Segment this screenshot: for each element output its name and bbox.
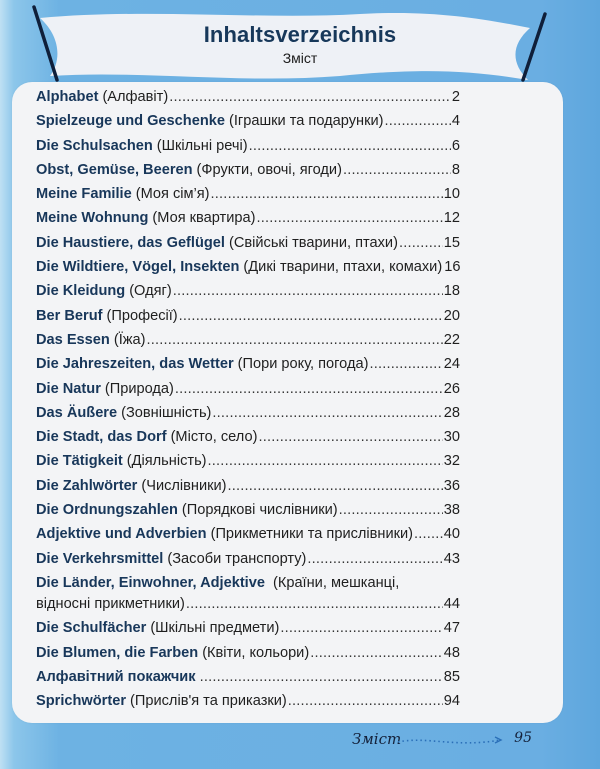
toc-entry[interactable] bbox=[36, 162, 460, 186]
entry-title-de: Meine Wohnung bbox=[36, 210, 149, 227]
entry-title-uk: (Професії) bbox=[106, 307, 178, 324]
page-number: 20 bbox=[443, 307, 460, 324]
entry-title-uk: (Дикі тварини, птахи, комахи) bbox=[243, 259, 443, 276]
entry-title-de: Adjektive und Adverbien bbox=[36, 526, 207, 543]
dot-leader bbox=[169, 89, 451, 105]
entry-title-uk: (Квіти, кольори) bbox=[202, 644, 310, 661]
toc-entry[interactable] bbox=[36, 645, 460, 669]
page-number: 47 bbox=[443, 620, 460, 637]
entry-title-de: Alphabet bbox=[36, 89, 99, 105]
dot-leader bbox=[257, 210, 443, 226]
dot-leader bbox=[228, 478, 443, 494]
entry-title-uk: (Прислів'я та приказки) bbox=[130, 693, 287, 710]
toc-entry[interactable] bbox=[36, 453, 460, 477]
entry-title-de: Die Kleidung bbox=[36, 283, 126, 300]
toc-entry[interactable] bbox=[36, 113, 460, 137]
table-of-contents bbox=[36, 89, 460, 717]
toc-entry[interactable] bbox=[36, 356, 460, 380]
dotted-arrow-icon bbox=[396, 734, 506, 748]
entry-title-uk: (Природа) bbox=[104, 380, 174, 397]
page-title: Inhaltsverzeichnis bbox=[203, 22, 397, 47]
dot-leader bbox=[288, 693, 443, 709]
section-label: Зміст bbox=[352, 730, 402, 748]
entry-title-de: Die Länder, Einwohner, Adjektive bbox=[36, 574, 265, 591]
entry-title-uk: (Їжа) bbox=[113, 331, 146, 348]
title-banner bbox=[0, 0, 600, 90]
entry-title-uk: (Країни, мешканці, bbox=[272, 574, 400, 591]
entry-title-de: Die Jahreszeiten, das Wetter bbox=[36, 356, 234, 373]
entry-title-uk: (Одяг) bbox=[129, 283, 172, 300]
entry-title-uk: (Моя сім’я) bbox=[135, 186, 210, 203]
entry-title-de: Die Stadt, das Dorf bbox=[36, 429, 167, 446]
page-number: 8 bbox=[451, 161, 460, 178]
page-number: 38 bbox=[443, 502, 460, 519]
dot-leader bbox=[310, 645, 443, 661]
dot-leader bbox=[175, 381, 443, 397]
toc-entry[interactable] bbox=[36, 429, 460, 453]
entry-title-uk: (Діяльність) bbox=[126, 453, 207, 470]
entry-title-de: Das Äußere bbox=[36, 404, 118, 421]
entry-title-uk: (Пори року, погода) bbox=[237, 356, 369, 373]
toc-entry[interactable] bbox=[36, 89, 460, 113]
page-number: 32 bbox=[443, 453, 460, 470]
toc-entry[interactable] bbox=[36, 575, 460, 596]
page-number: 18 bbox=[443, 283, 460, 300]
entry-title-uk: (Числівники) bbox=[141, 477, 227, 494]
toc-entry[interactable] bbox=[36, 235, 460, 259]
dot-leader bbox=[280, 620, 442, 636]
page-number: 40 bbox=[443, 526, 460, 543]
entry-title-uk: (Фрукти, овочі, ягоди) bbox=[196, 161, 342, 178]
entry-title-de: Meine Familie bbox=[36, 186, 132, 203]
page-number: 30 bbox=[443, 429, 460, 446]
page-number: 48 bbox=[443, 644, 460, 661]
entry-title-uk: (Іграшки та подарунки) bbox=[228, 113, 384, 130]
dot-leader bbox=[307, 551, 442, 567]
entry-title-de: Die Haustiere, das Geflügel bbox=[36, 234, 225, 251]
entry-title-uk-continued: відносні прикметники) bbox=[36, 595, 185, 612]
toc-entry[interactable] bbox=[36, 551, 460, 575]
toc-entry[interactable] bbox=[36, 283, 460, 307]
dot-leader bbox=[399, 235, 443, 251]
entry-title-de: Die Ordnungszahlen bbox=[36, 502, 178, 519]
page-number: 24 bbox=[443, 356, 460, 373]
dot-leader bbox=[173, 283, 443, 299]
toc-entry-continuation[interactable] bbox=[36, 596, 460, 620]
page-number: 44 bbox=[443, 595, 460, 612]
dot-leader bbox=[186, 596, 443, 612]
toc-entry[interactable] bbox=[36, 332, 460, 356]
entry-title-de: Die Blumen, die Farben bbox=[36, 644, 199, 661]
page-number: 43 bbox=[443, 550, 460, 567]
page-number: 28 bbox=[443, 404, 460, 421]
entry-title-de: Die Schulsachen bbox=[36, 137, 153, 154]
dot-leader bbox=[339, 502, 443, 518]
toc-entry[interactable] bbox=[36, 138, 460, 162]
dot-leader bbox=[208, 453, 443, 469]
page-number: 16 bbox=[444, 259, 461, 276]
dot-leader bbox=[384, 113, 450, 129]
entry-title-uk: (Моя квартира) bbox=[152, 210, 256, 227]
entry-title-de: Die Zahlwörter bbox=[36, 477, 138, 494]
dot-leader bbox=[179, 308, 443, 324]
dot-leader bbox=[211, 186, 443, 202]
dot-leader bbox=[249, 138, 451, 154]
entry-title-uk: (Шкільні речі) bbox=[156, 137, 248, 154]
dot-leader bbox=[212, 405, 442, 421]
dot-leader bbox=[258, 429, 442, 445]
toc-entry[interactable] bbox=[36, 381, 460, 405]
entry-title-uk: (Місто, село) bbox=[170, 429, 258, 446]
entry-title-uk: (Порядкові числівники) bbox=[181, 502, 338, 519]
entry-title-uk: (Шкільні предмети) bbox=[150, 620, 280, 637]
entry-title-uk: (Прикметники та прислівники) bbox=[210, 526, 414, 543]
toc-entry[interactable] bbox=[36, 308, 460, 332]
dot-leader bbox=[200, 669, 443, 685]
toc-entry[interactable] bbox=[36, 186, 460, 210]
entry-title-de: Die Tätigkeit bbox=[36, 453, 123, 470]
toc-entry[interactable] bbox=[36, 478, 460, 502]
page-number-footer: 95 bbox=[514, 730, 532, 746]
toc-entry[interactable] bbox=[36, 405, 460, 429]
toc-entry[interactable] bbox=[36, 669, 460, 693]
page-number: 36 bbox=[443, 477, 460, 494]
entry-title-uk: (Свійські тварини, птахи) bbox=[228, 234, 398, 251]
page-number: 22 bbox=[443, 331, 460, 348]
toc-entry[interactable] bbox=[36, 526, 460, 550]
dot-leader bbox=[343, 162, 451, 178]
entry-title-uk: (Засоби транспорту) bbox=[167, 550, 307, 567]
entry-title-uk: (Алфавіт) bbox=[102, 89, 169, 105]
page-number: 85 bbox=[443, 668, 460, 685]
toc-entry[interactable] bbox=[36, 210, 460, 234]
toc-entry[interactable] bbox=[36, 502, 460, 526]
page-number: 15 bbox=[443, 234, 460, 251]
page-number: 10 bbox=[443, 186, 460, 203]
entry-title-de: Алфавітний покажчик bbox=[36, 668, 196, 685]
toc-entry[interactable] bbox=[36, 620, 460, 644]
entry-title-de: Sprichwörter bbox=[36, 693, 127, 710]
dot-leader bbox=[369, 356, 442, 372]
page-number: 4 bbox=[451, 113, 460, 130]
dot-leader bbox=[414, 526, 443, 542]
dot-leader bbox=[146, 332, 442, 348]
entry-title-de: Spielzeuge und Geschenke bbox=[36, 113, 225, 130]
entry-title-de: Das Essen bbox=[36, 331, 110, 348]
entry-title-uk: (Зовнішність) bbox=[121, 404, 212, 421]
entry-title-de: Die Verkehrsmittel bbox=[36, 550, 164, 567]
page-number: 2 bbox=[451, 89, 460, 105]
entry-title-de: Die Schulfächer bbox=[36, 620, 147, 637]
page-number: 12 bbox=[443, 210, 460, 227]
page-footer bbox=[352, 730, 532, 756]
page-number: 94 bbox=[443, 693, 460, 710]
toc-entry[interactable] bbox=[36, 693, 460, 717]
page-number: 26 bbox=[443, 380, 460, 397]
entry-title-de: Ber Beruf bbox=[36, 307, 103, 324]
entry-title-de: Die Wildtiere, Vögel, Insekten bbox=[36, 259, 240, 276]
entry-title-de: Obst, Gemüse, Beeren bbox=[36, 161, 193, 178]
entry-title-de: Die Natur bbox=[36, 380, 101, 397]
page-number: 6 bbox=[451, 137, 460, 154]
toc-entry[interactable] bbox=[36, 259, 460, 283]
page-subtitle: Зміст bbox=[282, 50, 318, 66]
